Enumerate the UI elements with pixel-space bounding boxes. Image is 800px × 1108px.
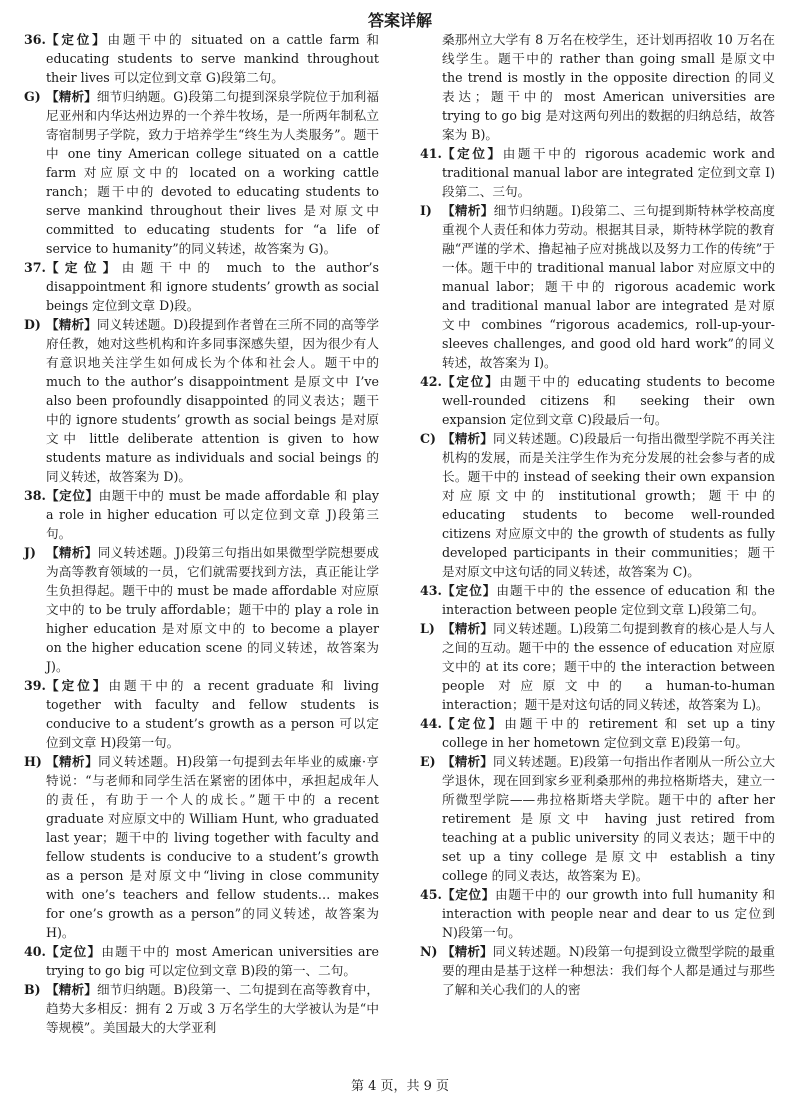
entry-tag: 【精析】 — [46, 754, 99, 769]
entry-number: 39. — [24, 678, 46, 693]
answer-entry — [420, 942, 775, 999]
answer-entry — [420, 144, 775, 201]
entry-tag: 【定位】 — [46, 32, 108, 47]
entry-number — [420, 30, 442, 144]
entry-body — [46, 980, 379, 1037]
entry-body — [46, 30, 379, 87]
entry-text: 同义转述题。C)段最后一句指出微型学院不再关注机构的发展，而是关注学生作为充分发展的社会参与者的成长。题干中的 instead of seeking their own expansion 对应原文中的 institutional growth；题干中的 educating students to become well-rounded citizens 对应原文中的 the growth of students as fully developed participants in their communities；题干是对原文中这句话的同义转述，故答案为 C)。 — [442, 431, 775, 579]
answer-entry — [24, 543, 379, 676]
entry-body — [442, 30, 775, 144]
entry-number: 44. — [420, 716, 442, 731]
entry-number: 37. — [24, 260, 46, 275]
entry-number: I) — [420, 203, 432, 218]
left-column — [24, 30, 379, 1037]
entry-body — [442, 201, 775, 372]
entry-body — [46, 486, 379, 543]
entry-body — [442, 942, 775, 999]
entry-tag: 【定位】 — [442, 146, 503, 161]
entry-body — [46, 752, 379, 942]
entry-text: 同义转述题。L)段第二句提到教育的核心是人与人之间的互动。题干中的 the essence of education 对应原文中的 at its core；题干中的 the interaction between people 对应原文中的 a human-to-human interaction；题干是对这句话的同义转述，故答案为 L)。 — [442, 621, 775, 712]
answer-entry — [24, 980, 379, 1037]
entry-text: 桑那州立大学有 8 万名在校学生，还计划再招收 10 万名在线学生。题干中的 rather than going small 是原文中 the trend is mostly in the opposite direction 的同义表达；题干中的 most American universities are trying to go big 是对这两句列出的数据的归纳总结，故答案为 B)。 — [442, 32, 775, 142]
entry-body — [46, 315, 379, 486]
entry-tag: 【精析】 — [442, 621, 494, 636]
entry-number: 41. — [420, 146, 442, 161]
entry-text: 由题干中的 our growth into full humanity 和 interaction with people near and dear to us 定位到 N)段第一句。 — [442, 887, 775, 940]
entry-number: B) — [24, 982, 41, 997]
entry-text: 同义转述题。H)段第一句提到去年毕业的威廉·亨特说：“与老师和同学生活在紧密的团体中，承担起成年人的责任，有助于一个人的成长。”题干中的 a recent graduate 对应原文中的 William Hunt, who graduated last year；题干中的 living together with faculty and fellow students is conducive to a student’s growth as a person 是对原文中“living in close community with one’s teachers and fellow students… makes for one’s growth as a person”的同义转述，故答案为 H)。 — [46, 754, 380, 940]
entry-text: 由题干中的 the essence of education 和 the interaction between people 定位到文章 L)段第二句。 — [442, 583, 775, 617]
entry-text: 细节归纳题。G)段第二句提到深泉学院位于加利福尼亚州和内华达州边界的一个养牛牧场，是一所两年制私立寄宿制男子学院，致力于培养学生“终生为人类服务”。题干中 one tiny American college situated on a cattle farm 对应原文中的 located on a working cattle ranch；题干中的 devoted to educating students to serve mankind throughout their lives 是对原文中 committed to educating students for “a life of service to humanity”的同义转述，故答案为 G)。 — [46, 89, 379, 256]
right-column — [420, 30, 775, 999]
entry-tag: 【精析】 — [442, 431, 493, 446]
entry-body — [442, 144, 775, 201]
entry-number: N) — [420, 944, 438, 959]
entry-number: J) — [24, 545, 36, 560]
page-title: 答案详解 — [367, 11, 432, 30]
answer-entry — [24, 752, 379, 942]
entry-text: 由题干中的 much to the author’s disappointment 和 ignore students’ growth as social beings 定位到文章 D)段。 — [46, 260, 380, 313]
answer-entry — [24, 87, 379, 258]
entry-tag: 【精析】 — [46, 89, 97, 104]
answer-entry — [24, 30, 379, 87]
entry-number: 38. — [24, 488, 46, 503]
answer-entry — [24, 258, 379, 315]
entry-tag: 【精析】 — [46, 317, 97, 332]
entry-body — [46, 676, 379, 752]
answer-entry — [420, 885, 775, 942]
entry-text: 由题干中的 situated on a cattle farm 和 educating students to serve mankind throughout their lives 可以定位到文章 G)段第二句。 — [46, 32, 380, 85]
entry-body — [442, 714, 775, 752]
entry-text: 由题干中的 educating students to become well-rounded citizens 和 seeking their own expansion 定位到文章 C)段最后一句。 — [442, 374, 776, 427]
answer-entry — [420, 429, 775, 581]
answer-entry — [24, 315, 379, 486]
entry-number: 42. — [420, 374, 442, 389]
answer-entry — [420, 30, 775, 144]
entry-text: 由题干中的 must be made affordable 和 play a role in higher education 可以定位到文章 J)段第三句。 — [46, 488, 379, 541]
entry-tag: 【定位】 — [46, 488, 99, 503]
entry-body — [46, 543, 379, 676]
entry-text: 同义转述题。D)段提到作者曾在三所不同的高等学府任教，她对这些机构和许多同事深感失望，因为很少有人有意识地关注学生如何成长为个体和社会人。题干中的 much to the author’s disappointment 是原文中 I’ve also been profoundly disappointed 的同义表达；题干中的 ignore students’ growth as social beings 是对原文中 little deliberate attention is given to how students mature as individuals and social beings 的同义转述，故答案为 D)。 — [46, 317, 380, 484]
answer-entry — [420, 619, 775, 714]
entry-text: 细节归纳题。I)段第二、三句提到斯特林学校高度重视个人责任和体力劳动。根据其目录，斯特林学院的教育融“严谨的学术、撸起袖子应对挑战以及努力工作的传统”于一体。题干中的 traditional manual labor 对应原文中的 manual labor；题干中的 rigorous academic work and traditional manual labor are integrated 是对原文中 combines “rigorous academics, roll-up-your-sleeves challenges, and good old hard work”的同义转述，故答案为 I)。 — [442, 203, 776, 370]
entry-text: 由题干中的 rigorous academic work and traditional manual labor are integrated 定位到文章 I)段第二、三句。 — [442, 146, 776, 199]
answer-entry — [420, 714, 775, 752]
entry-body — [442, 429, 775, 581]
entry-number: 43. — [420, 583, 442, 598]
entry-number: H) — [24, 754, 42, 769]
answer-entry — [24, 486, 379, 543]
entry-number: D) — [24, 317, 41, 332]
entry-text: 同义转述题。E)段第一句指出作者刚从一所公立大学退休，现在回到家乡亚利桑那州的弗拉格斯塔夫，建立一所微型学院——弗拉格斯塔夫学院。题干中的 after her retirement 是原文中 having just retired from teaching at a public university 的同义表达；题干中的 set up a tiny college 是原文中 establish a tiny college 的同义表达，故答案为 E)。 — [442, 754, 776, 883]
entry-body — [442, 752, 775, 885]
entry-text: 由题干中的 retirement 和 set up a tiny college in her hometown 定位到文章 E)段第一句。 — [442, 716, 776, 750]
entry-body — [442, 619, 775, 714]
entry-text: 由题干中的 most American universities are trying to go big 可以定位到文章 B)段的第一、二句。 — [46, 944, 380, 978]
entry-tag: 【定位】 — [442, 374, 500, 389]
entry-number: C) — [420, 431, 436, 446]
entry-text: 由题干中的 a recent graduate 和 living together with faculty and fellow students is conducive to a student’s growth as a person 可以定位到文章 H)段第一句。 — [46, 678, 379, 750]
entry-tag: 【精析】 — [442, 754, 494, 769]
entry-tag: 【定位】 — [46, 260, 122, 275]
answer-entry — [24, 676, 379, 752]
entry-number: L) — [420, 621, 435, 636]
entry-tag: 【定位】 — [46, 944, 102, 959]
answer-entry — [420, 752, 775, 885]
entry-text: 同义转述题。J)段第三句指出如果微型学院想要成为高等教育领域的一员，它们就需要找到方法，真正能让学生负担得起。题干中的 must be made affordable 对应原文中的 to be truly affordable；题干中的 play a role in higher education 是对原文中的 to become a player on the higher education scene 的同义转述，故答案为 J)。 — [46, 545, 379, 674]
entry-number: 40. — [24, 944, 46, 959]
entry-tag: 【精析】 — [442, 944, 493, 959]
entry-tag: 【精析】 — [46, 545, 98, 560]
entry-tag: 【定位】 — [442, 583, 497, 598]
entry-body — [442, 885, 775, 942]
entry-body — [46, 258, 379, 315]
entry-body — [442, 372, 775, 429]
entry-number: 45. — [420, 887, 442, 902]
entry-number: E) — [420, 754, 436, 769]
page-footer: 第 4 页，共 9 页 — [350, 1079, 450, 1094]
answer-entry — [420, 372, 775, 429]
entry-tag: 【定位】 — [442, 716, 505, 731]
answer-entry — [420, 581, 775, 619]
entry-body — [46, 942, 379, 980]
answer-entry — [420, 201, 775, 372]
entry-tag: 【定位】 — [442, 887, 496, 902]
entry-body — [442, 581, 775, 619]
entry-text: 细节归纳题。B)段第一、二句提到在高等教育中，趋势大多相反：拥有 2 万或 3 万名学生的大学被认为是“中等规模”。美国最大的大学亚利 — [46, 982, 379, 1035]
entry-text: 同义转述题。N)段第一句提到设立微型学院的最重要的理由是基于这样一种想法：我们每个人都是通过与那些了解和关心我们的人的密 — [442, 944, 775, 997]
entry-tag: 【精析】 — [442, 203, 494, 218]
entry-tag: 【精析】 — [46, 982, 98, 997]
answer-entry — [24, 942, 379, 980]
entry-body — [46, 87, 379, 258]
entry-number: G) — [24, 89, 41, 104]
entry-number: 36. — [24, 32, 46, 47]
entry-tag: 【定位】 — [46, 678, 109, 693]
